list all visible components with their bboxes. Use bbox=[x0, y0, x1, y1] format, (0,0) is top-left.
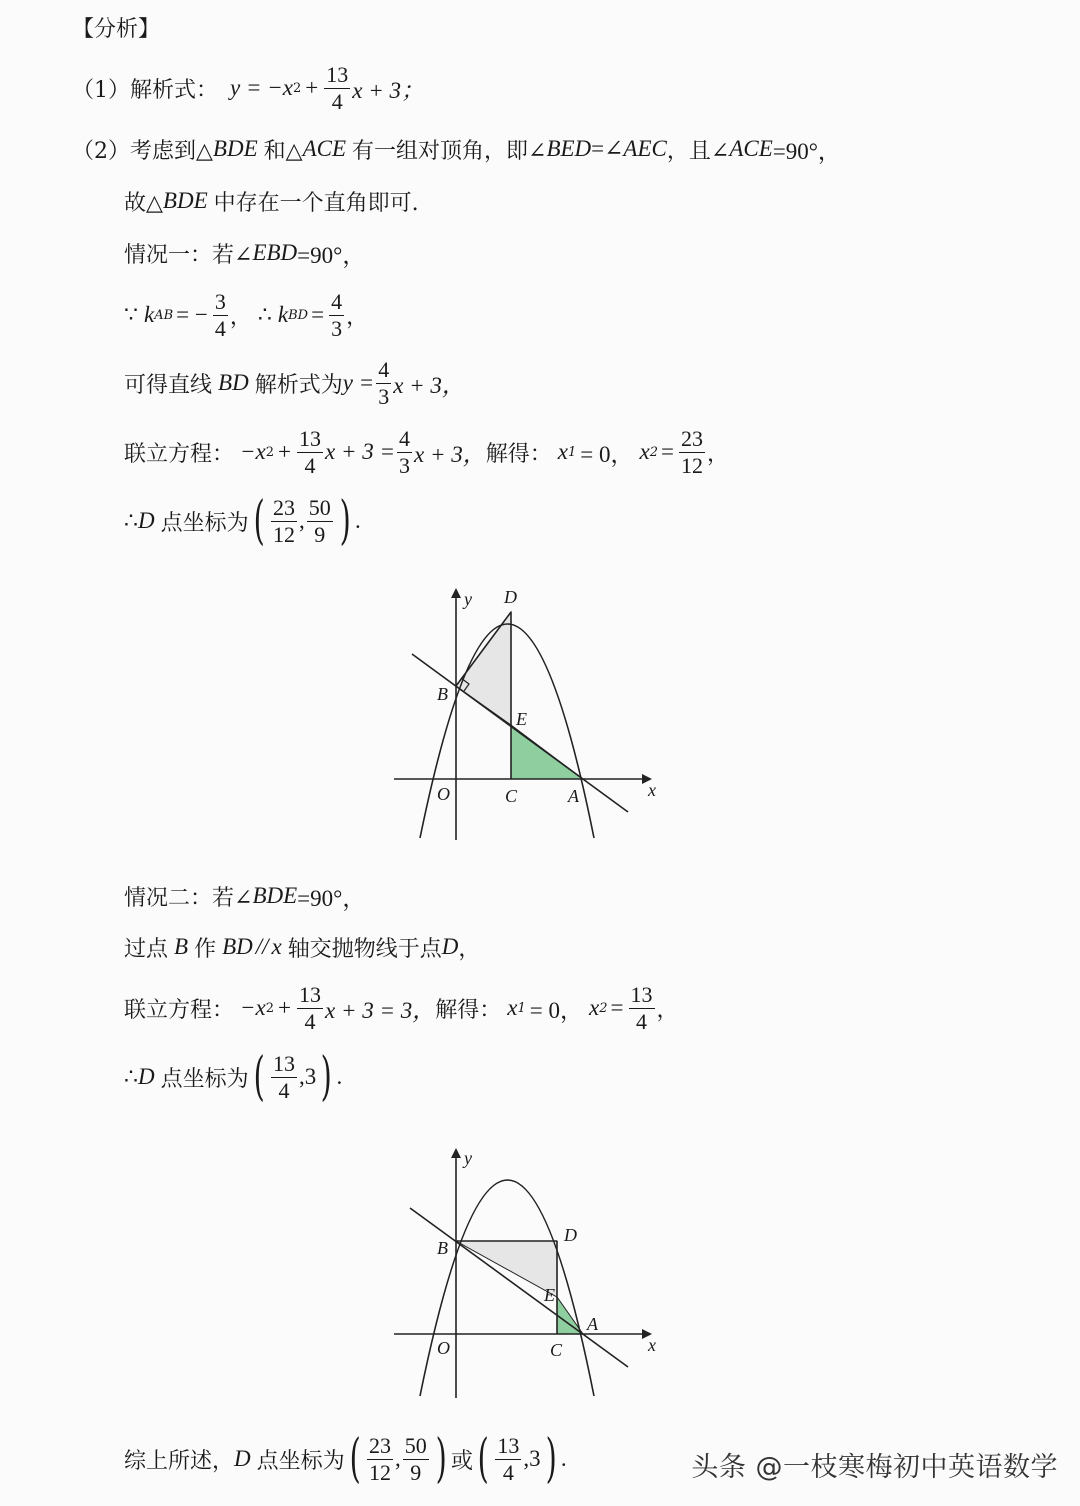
x1-sub: 1 bbox=[567, 444, 577, 460]
label-c: C bbox=[505, 786, 518, 806]
x2-fraction: $\frac{23}{12}$ bbox=[680, 426, 703, 478]
watermark: 头条 @一枝寒梅初中英语数学 bbox=[691, 1452, 1058, 1483]
k-ab-eq: = − bbox=[176, 302, 208, 327]
k-ab-sub: AB bbox=[154, 307, 174, 323]
case2-l2-a: 过点 bbox=[124, 936, 169, 962]
eq2-frac: $\frac{13}{4}$ bbox=[299, 982, 322, 1034]
line-bd-b: BD bbox=[218, 370, 249, 395]
x2: x bbox=[639, 439, 650, 464]
d2-end: . bbox=[336, 1064, 343, 1089]
line-bd-fraction: $\frac{4}{3}$ bbox=[378, 357, 390, 409]
eq1-label: 联立方程： bbox=[124, 441, 235, 467]
part2-line1 bbox=[72, 133, 841, 165]
x2-sub: 2 bbox=[649, 444, 658, 460]
triangle-bde-fill bbox=[456, 1241, 557, 1297]
case2-l2-b: B bbox=[174, 934, 189, 959]
label-b: B bbox=[437, 684, 448, 704]
eq2-x2-sub: 2 bbox=[599, 1000, 608, 1016]
d1-left-paren: ( bbox=[253, 491, 265, 551]
label-x: x bbox=[648, 1335, 656, 1355]
d2-right-paren: ) bbox=[320, 1047, 332, 1107]
d1-therefore: ∴ bbox=[124, 508, 138, 534]
eq2-tail: x + 3 = 3， bbox=[325, 997, 436, 1023]
case2-l2-bd: BD bbox=[222, 934, 253, 959]
label-e: E bbox=[516, 709, 527, 729]
case2-title-a: 情况二：若∠ bbox=[124, 885, 253, 911]
summary-frac2: $\frac{50}{9}$ bbox=[404, 1433, 427, 1485]
part2-line2-bde: BDE bbox=[162, 188, 208, 213]
eq2-x1: x bbox=[507, 995, 518, 1020]
label-o: O bbox=[437, 784, 450, 804]
case1-equations bbox=[124, 424, 729, 480]
because-symbol: ∵ bbox=[124, 302, 138, 328]
d2-therefore: ∴ bbox=[124, 1064, 138, 1090]
summary-a: 综上所述， bbox=[124, 1448, 235, 1474]
d2-left-paren: ( bbox=[253, 1047, 265, 1107]
k-bd-eq: = bbox=[311, 302, 325, 327]
label-b: B bbox=[437, 1238, 448, 1258]
summary-right-paren-1: ) bbox=[435, 1429, 447, 1489]
k-sep: ， bbox=[229, 304, 252, 330]
line-bd-e: x + 3， bbox=[393, 372, 465, 398]
eq1-mid: x + 3 = bbox=[325, 439, 396, 464]
summary-left-paren-2: ( bbox=[477, 1429, 489, 1489]
summary-left-paren-1: ( bbox=[349, 1429, 361, 1489]
case2-l2-g: 轴交抛物线于点 bbox=[287, 936, 442, 962]
k-bd-sub: BD bbox=[288, 307, 309, 323]
eq1-tail: x + 3， bbox=[414, 441, 486, 467]
part2-line2-a: 故△ bbox=[124, 190, 163, 216]
d2-text: 点坐标为 bbox=[160, 1066, 249, 1092]
label-e: E bbox=[544, 1285, 555, 1305]
d1-end: . bbox=[354, 508, 361, 533]
part2-ace2: ACE bbox=[729, 136, 773, 161]
eq1-neg-x: −x bbox=[240, 439, 266, 464]
label-d: D bbox=[564, 1225, 577, 1245]
summary-line bbox=[124, 1428, 567, 1490]
eq2-x2-fraction: $\frac{13}{4}$ bbox=[630, 982, 653, 1034]
d2-frac: $\frac{13}{4}$ bbox=[272, 1051, 295, 1103]
d1-point: D bbox=[138, 508, 155, 533]
part1-line bbox=[72, 62, 424, 114]
eq2-solve: 解得： bbox=[435, 997, 502, 1023]
part1-formula-prefix: y = −x bbox=[230, 75, 293, 100]
d2-point: D bbox=[138, 1064, 155, 1089]
triangle-bde-fill bbox=[456, 612, 511, 725]
part2-label: （2） bbox=[72, 138, 130, 164]
d1-comma: , bbox=[298, 508, 305, 533]
k-ab: k bbox=[144, 302, 155, 327]
case2-l2-x: x bbox=[271, 934, 282, 959]
eq1-plus: + bbox=[278, 439, 292, 464]
case2-title-bde: BDE bbox=[252, 883, 298, 908]
part1-plus: + bbox=[305, 75, 319, 100]
eq1-frac2: $\frac{4}{3}$ bbox=[399, 426, 411, 478]
part1-label: （1） bbox=[72, 77, 130, 103]
case2-equations bbox=[124, 980, 679, 1036]
eq2-x2: x bbox=[589, 995, 600, 1020]
part2-aec: AEC bbox=[623, 136, 667, 161]
part2-text-e: 有一组对顶角，即∠ bbox=[352, 138, 547, 164]
case2-l2-d: D bbox=[441, 934, 459, 959]
case1-title bbox=[124, 237, 365, 269]
x2-end: ， bbox=[706, 441, 729, 467]
label-a: A bbox=[568, 786, 579, 806]
case1-title-ebd: EBD bbox=[252, 240, 298, 265]
part2-ace: ACE bbox=[302, 136, 347, 161]
summary-c: 点坐标为 bbox=[256, 1448, 345, 1474]
case1-d-coordinate bbox=[124, 490, 361, 552]
eq2-plus: + bbox=[278, 995, 292, 1020]
part1-tail: x + 3； bbox=[352, 77, 424, 103]
line-bd-y: y = bbox=[342, 370, 375, 395]
part2-bde: BDE bbox=[212, 136, 258, 161]
part1-text: 解析式： bbox=[130, 77, 219, 103]
label-o: O bbox=[437, 1338, 450, 1358]
k-bd-fraction: $\frac{4}{3}$ bbox=[331, 289, 343, 341]
case2-title bbox=[124, 880, 365, 912]
y-axis-arrow bbox=[451, 588, 461, 598]
d1-text: 点坐标为 bbox=[160, 510, 249, 536]
summary-frac3: $\frac{13}{4}$ bbox=[497, 1433, 520, 1485]
label-a: A bbox=[587, 1314, 598, 1334]
eq2-x1-sub: 1 bbox=[517, 1000, 526, 1016]
eq2-x1-val: = 0， bbox=[529, 997, 584, 1023]
k-ab-fraction: $\frac{3}{4}$ bbox=[214, 289, 226, 341]
eq2-neg-x: −x bbox=[240, 995, 266, 1020]
case2-l2-c: 作 bbox=[194, 936, 217, 962]
case2-line2 bbox=[124, 931, 480, 963]
label-y: y bbox=[464, 589, 472, 609]
summary-rest: ,3 bbox=[523, 1446, 541, 1471]
figure-case1 bbox=[380, 580, 670, 850]
part2-line2 bbox=[124, 185, 419, 217]
summary-d: D bbox=[234, 1446, 251, 1471]
case1-title-a: 情况一：若∠ bbox=[124, 242, 253, 268]
k-end: ， bbox=[346, 304, 369, 330]
label-c: C bbox=[550, 1340, 563, 1360]
eq2-label: 联立方程： bbox=[124, 997, 235, 1023]
label-d: D bbox=[504, 587, 517, 607]
x1-val: = 0， bbox=[580, 441, 634, 467]
case2-l2-parallel: // bbox=[255, 934, 269, 959]
eq1-sq: 2 bbox=[265, 444, 275, 460]
section-heading: 【分析】 bbox=[72, 17, 161, 42]
case2-title-c: =90°， bbox=[297, 885, 366, 911]
summary-end: . bbox=[560, 1446, 567, 1471]
part2-bed: BED bbox=[546, 136, 592, 161]
part2-text-i: ，且∠ bbox=[666, 138, 730, 164]
case2-d-coordinate bbox=[124, 1046, 342, 1108]
eq2-sq: 2 bbox=[265, 1000, 275, 1016]
part1-square: 2 bbox=[292, 80, 302, 96]
therefore-symbol: ∴ bbox=[257, 302, 272, 328]
part2-text-g: =∠ bbox=[591, 136, 624, 161]
eq2-x2-eq: = bbox=[610, 995, 624, 1020]
case1-title-c: =90°， bbox=[297, 242, 366, 268]
case2-l2-i: ， bbox=[458, 936, 481, 962]
summary-comma: , bbox=[394, 1446, 401, 1471]
summary-frac1: $\frac{23}{12}$ bbox=[368, 1433, 391, 1485]
label-x: x bbox=[648, 780, 656, 800]
eq1-solve: 解得： bbox=[485, 441, 552, 467]
parabola bbox=[420, 1180, 594, 1396]
case1-line-bd bbox=[124, 356, 465, 410]
x1: x bbox=[557, 439, 568, 464]
k-bd: k bbox=[277, 302, 289, 327]
summary-right-paren-2: ) bbox=[545, 1429, 557, 1489]
d1-frac1: $\frac{23}{12}$ bbox=[272, 495, 295, 547]
d2-rest: ,3 bbox=[298, 1064, 317, 1089]
summary-or: 或 bbox=[451, 1448, 474, 1474]
y-axis-arrow bbox=[451, 1148, 461, 1158]
part2-line2-c: 中存在一个直角即可. bbox=[213, 190, 419, 216]
part2-text-c: 和△ bbox=[263, 138, 303, 164]
line-bd-a: 可得直线 bbox=[124, 372, 213, 398]
eq1-frac1: $\frac{13}{4}$ bbox=[299, 426, 322, 478]
d1-right-paren: ) bbox=[339, 491, 351, 551]
line-bd-c: 解析式为 bbox=[254, 372, 343, 398]
part1-fraction: $\frac{13}{4}$ bbox=[326, 62, 349, 114]
case1-slopes bbox=[124, 288, 368, 342]
x2-eq: = bbox=[661, 439, 674, 464]
part2-text-k: =90°， bbox=[772, 138, 841, 164]
eq2-x2-end: ， bbox=[656, 997, 679, 1023]
figure-case2 bbox=[380, 1140, 670, 1405]
label-y: y bbox=[464, 1148, 472, 1168]
d1-frac2: $\frac{50}{9}$ bbox=[308, 495, 331, 547]
part2-text-a: 考虑到△ bbox=[130, 138, 213, 164]
